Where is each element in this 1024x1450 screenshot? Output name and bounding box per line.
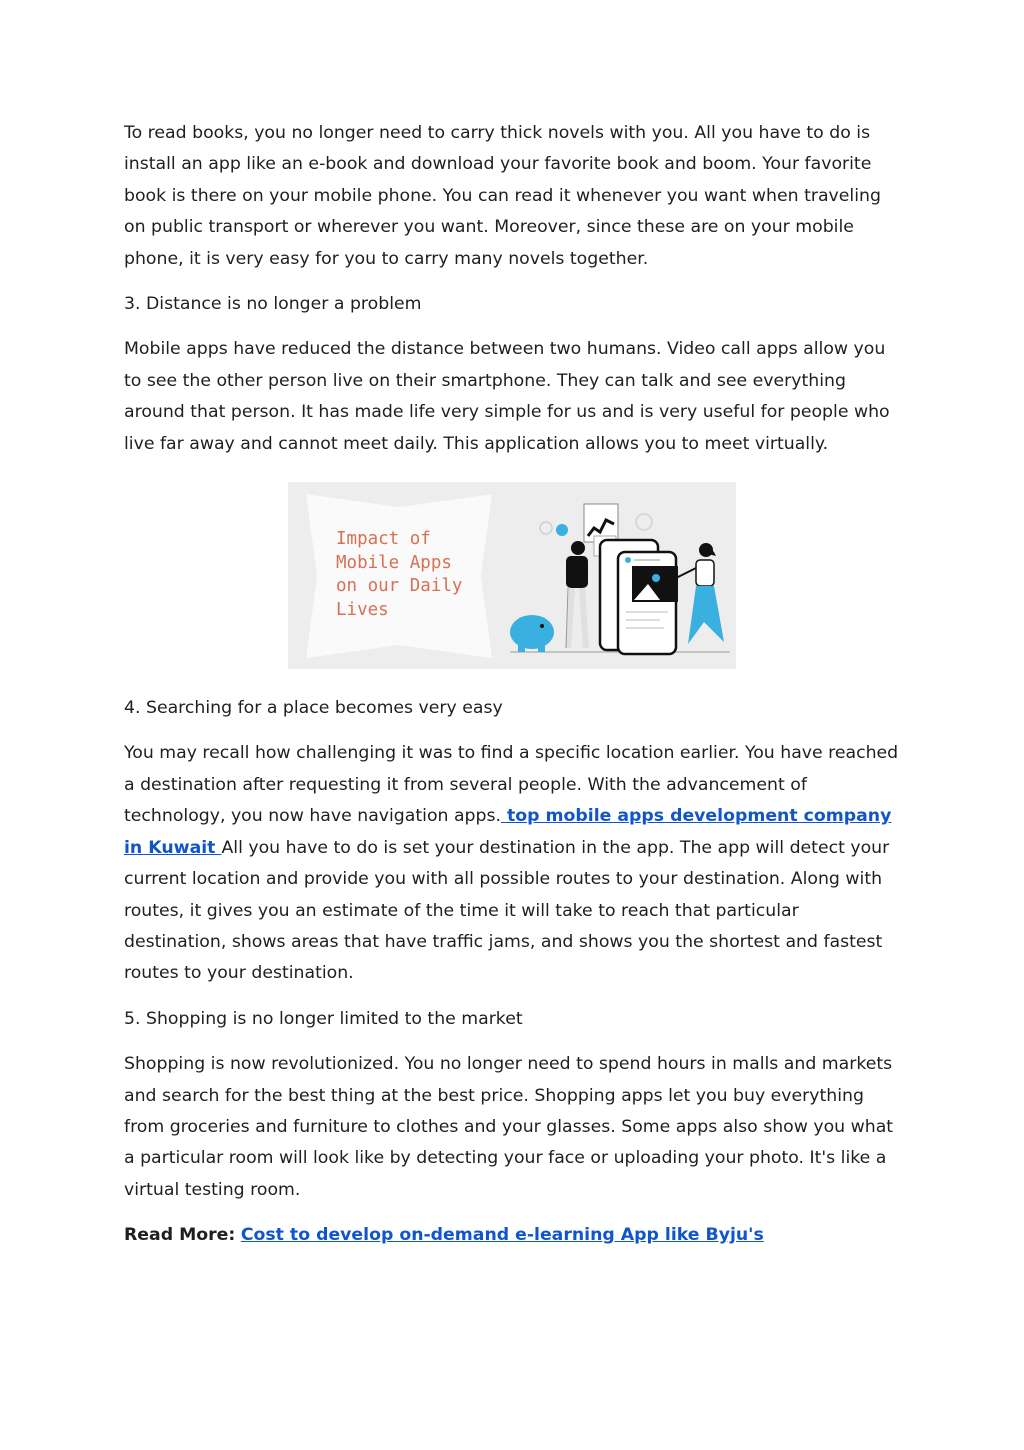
mobile-apps-company-kuwait-link[interactable]: top mobile apps development company in Kuwait	[124, 806, 892, 858]
heading-distance: 3. Distance is no longer a problem	[124, 294, 422, 315]
impact-of-mobile-apps-image	[288, 482, 736, 669]
paragraph-video-call: Mobile apps have reduced the distance between two humans. Video call apps allow you to see the other person live on their smartphone. They can talk and see everything around that person. It has made life very simple for us and is very useful for people who live far away and cannot meet daily. This application allows you to meet virtually.	[124, 339, 890, 454]
navigation-text-before: You may recall how challenging it was to find a specific location earlier. You have reached a destination after requesting it from several people. With the advancement of technology, you now have navigation apps.	[124, 743, 899, 827]
people-with-phone-illustration	[510, 492, 730, 662]
navigation-text-after: All you have to do is set your destination in the app. The app will detect your current location and provide you with all possible routes to your destination. Along with routes, it gives you an estimate of the time it will take to reach that particular destination, shows areas that have traffic jams, and shows you the shortest and fastest routes to your destination.	[124, 837, 890, 984]
paragraph-books: To read books, you no longer need to carry thick novels with you. All you have to do is install an app like an e-book and download your favorite book and boom. Your favorite book is there on your mobile phone. You can read it whenever you want when traveling on public transport or wherever you want. Moreover, since these are on your mobile phone, it is very easy for you to carry many novels together.	[124, 123, 881, 269]
elearning-app-cost-link[interactable]: Cost to develop on-demand e-learning App like Byju's	[240, 1225, 764, 1246]
paragraph-navigation	[124, 738, 904, 989]
read-more-label: Read More:	[124, 1225, 236, 1246]
read-more	[124, 1220, 904, 1251]
heading-searching-place: 4. Searching for a place becomes very easy	[124, 698, 503, 719]
heading-shopping: 5. Shopping is no longer limited to the market	[124, 1008, 523, 1029]
title-card-text: Impact of Mobile Apps on our Daily Lives	[336, 529, 463, 620]
article-body	[124, 118, 904, 1266]
paragraph-shopping: Shopping is now revolutionized. You no longer need to spend hours in malls and markets and search for the best thing at the best price. Shopping apps let you buy everything from groceries and furniture to clothes and your glasses. Some apps also show you what a particular room will look like by detecting your face or uploading your photo. It's like a virtual testing room.	[124, 1054, 894, 1200]
